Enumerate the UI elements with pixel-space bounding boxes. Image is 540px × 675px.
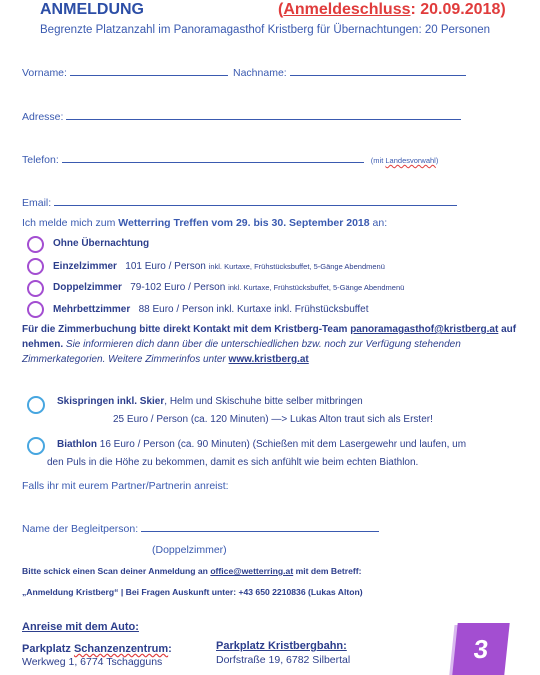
email-field[interactable] [22,196,457,209]
phone-note: (mit Landesvorwahl) [370,156,439,165]
option-multi-bed-checkbox[interactable] [27,301,44,318]
double-room-note: (Doppelzimmer) [152,544,227,556]
option-no-stay-checkbox[interactable] [27,236,44,253]
companion-name-field[interactable] [22,522,379,535]
office-email-link[interactable]: office@wetterring.at [210,566,294,576]
companion-name-line[interactable] [141,522,379,532]
deadline-notice: (Anmeldeschluss: 20.09.2018) [278,1,506,18]
option-single: Einzelzimmer 101 Euro / Person inkl. Kurtaxe, Frühstücksbuffet, 5-Gänge Abendmenü [53,261,385,272]
last-name-label: Nachname: [233,67,287,79]
address-line[interactable] [66,110,461,120]
address-label: Adresse: [22,111,64,123]
parking-1-address: Werkweg 1, 6774 Tschagguns [22,656,163,668]
phone-label: Telefon: [22,154,59,166]
first-name-label: Vorname: [22,67,67,79]
booking-note: Für die Zimmerbuchung bitte direkt Kontakt mit dem Kristberg-Team panoramagasthof@kristberg.at auf nehmen. Sie informieren dich dann über die unterschiedlichen bzw. noch zur Verfügung stehenden Zimmerkategorien. Weitere Zimmerinfos unter www.kristberg.at [22,324,517,365]
first-name-line[interactable] [70,66,228,76]
parking-2-title: Parkplatz Kristbergbahn: [216,640,347,652]
biathlon-option: Biathlon 16 Euro / Person (ca. 90 Minuten) (Schießen mit dem Lasergewehr und laufen, um [57,439,467,450]
option-double: Doppelzimmer 79-102 Euro / Person inkl. Kurtaxe, Frühstücksbuffet, 5-Gänge Abendmenü [53,282,405,293]
option-multi-bed: Mehrbettzimmer 88 Euro / Person inkl. Kurtaxe inkl. Frühstücksbuffet [53,304,369,315]
companion-name-label: Name der Begleitperson: [22,523,139,535]
scan-subject-line: „Anmeldung Kristberg“ | Bei Fragen Auskunft unter: +43 650 2210836 (Lukas Alton) [22,587,363,597]
registration-intro: Ich melde mich zum Wetterring Treffen vom 29. bis 30. September 2018 an: [22,217,388,229]
ski-jumping-price: 25 Euro / Person (ca. 120 Minuten) —> Lukas Alton traut sich als Erster! [113,414,433,425]
last-name-line[interactable] [290,66,466,76]
ski-jumping-checkbox[interactable] [27,396,45,414]
parking-2-address: Dorfstraße 19, 6782 Silbertal [216,654,351,666]
option-double-checkbox[interactable] [27,280,44,297]
scan-instructions: Bitte schick einen Scan deiner Anmeldung an office@wetterring.at mit dem Betreff: [22,566,362,576]
kristberg-email-link[interactable]: panoramagasthof@kristberg.at [350,324,499,335]
page-number-badge: 3 [452,623,509,675]
option-no-stay: Ohne Übernachtung [53,238,150,249]
travel-heading: Anreise mit dem Auto: [22,621,139,633]
parking-1-title: Parkplatz Schanzenzentrum: [22,643,172,655]
biathlon-checkbox[interactable] [27,437,45,455]
email-label: Email: [22,197,52,209]
last-name-field[interactable] [233,66,466,79]
page-title: ANMELDUNG [40,1,144,18]
kristberg-web-link[interactable]: www.kristberg.at [228,354,309,365]
capacity-note: Begrenzte Platzanzahl im Panoramagasthof Kristberg für Übernachtungen: 20 Personen [40,24,491,36]
phone-line[interactable] [62,153,364,163]
email-line[interactable] [54,196,457,206]
partner-question: Falls ihr mit eurem Partner/Partnerin anreist: [22,480,229,492]
ski-jumping-option: Skispringen inkl. Skier, Helm und Skischuhe bitte selber mitbringen [57,396,363,407]
option-single-checkbox[interactable] [27,258,44,275]
phone-field[interactable] [22,153,438,166]
biathlon-description: den Puls in die Höhe zu bekommen, damit es sich anfühlt wie beim echten Biathlon. [47,457,419,468]
first-name-field[interactable] [22,66,228,79]
address-field[interactable] [22,110,461,123]
